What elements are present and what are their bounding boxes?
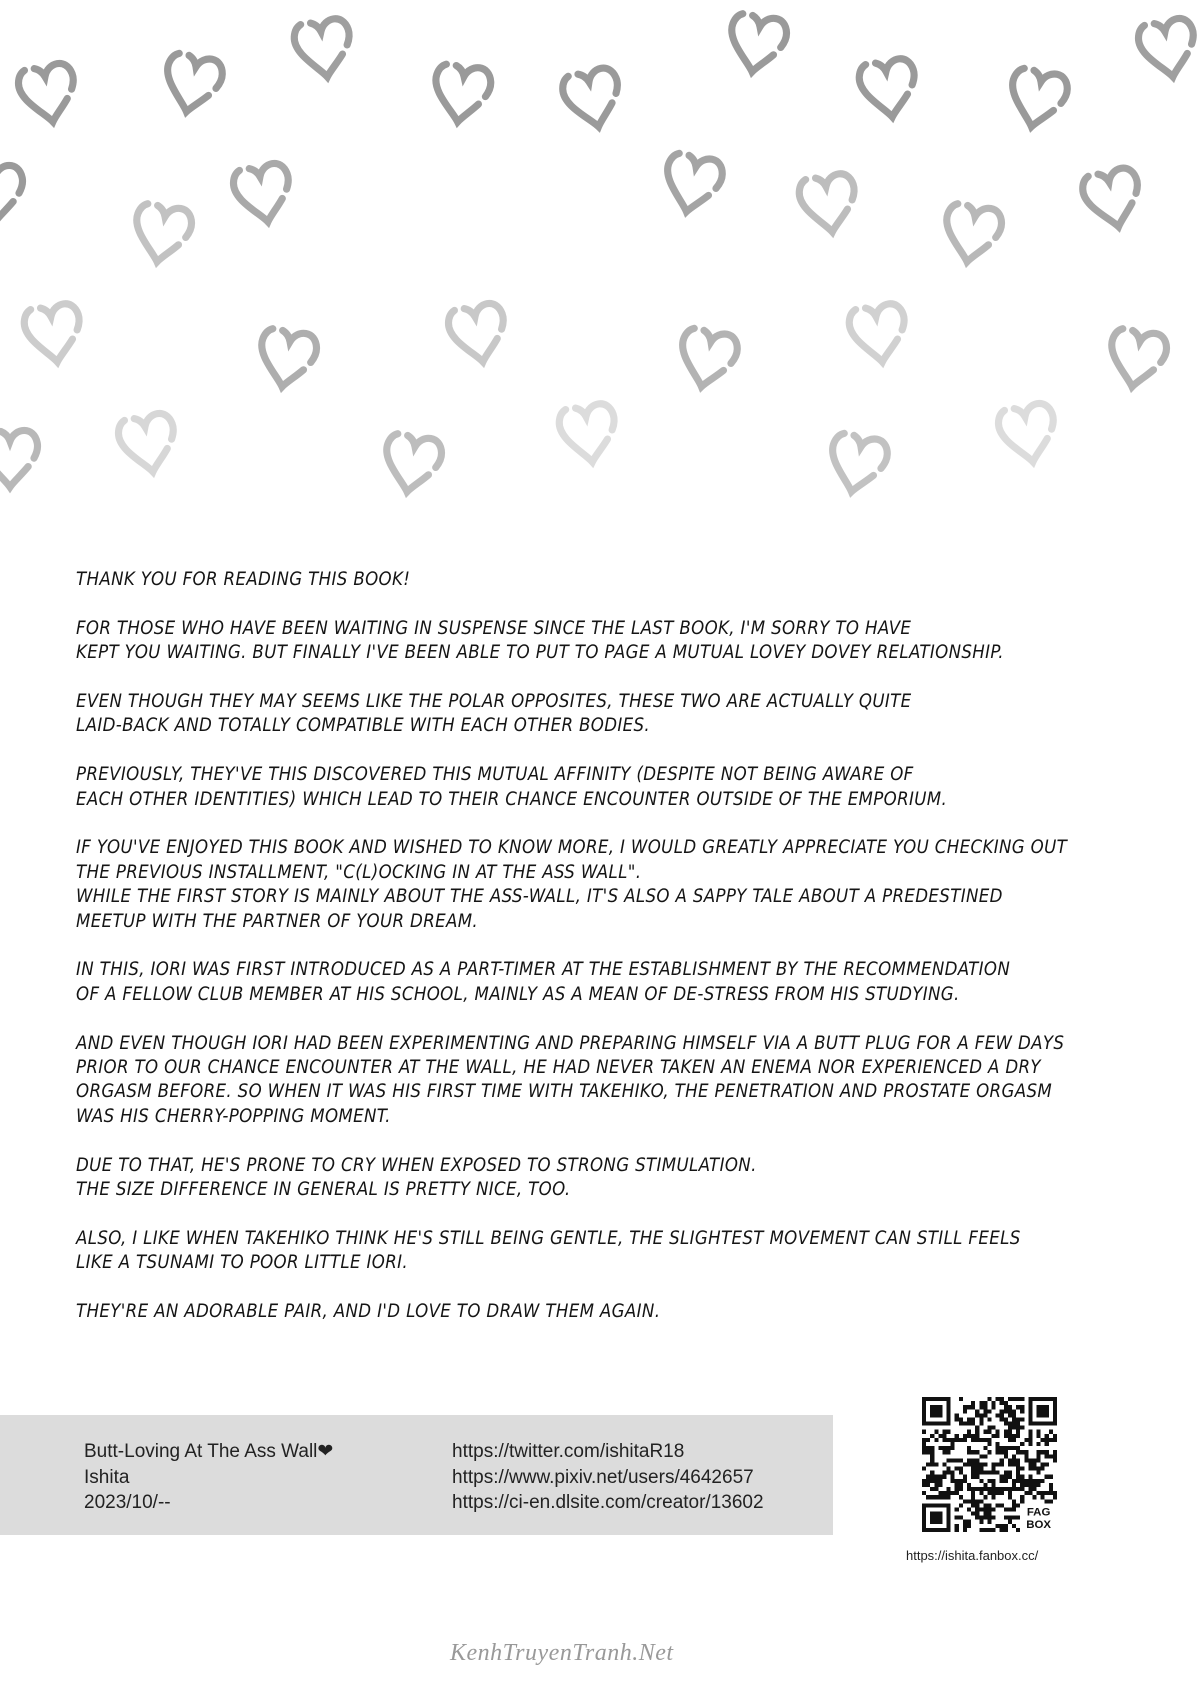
heart-icon <box>857 57 919 121</box>
heart-icon <box>797 172 859 236</box>
heart-icon <box>255 326 319 391</box>
twitter-link[interactable]: https://twitter.com/ishitaR18 <box>452 1441 685 1462</box>
afterword-paragraph: IN THIS, IORI WAS FIRST INTRODUCED AS A PART-TIMER AT THE ESTABLISHMENT BY THE RECOMMENDATION OF A FELLOW CLUB MEMBER AT HIS SCHOOL, MAINLY AS A MEAN OF DE-STRESS FROM HIS STUDYING. <box>76 959 1011 1005</box>
heart-icon <box>560 66 626 133</box>
fanbox-badge-bottom: BOX <box>1026 1518 1051 1531</box>
heart-icon <box>130 201 194 266</box>
heart-icon <box>847 302 909 366</box>
heart-icon <box>380 431 444 496</box>
heart-icon <box>557 402 619 466</box>
heart-icon <box>430 62 492 126</box>
heart-icon <box>1005 66 1071 133</box>
qr-finder-pattern <box>1037 1405 1049 1417</box>
heart-icon <box>160 51 226 118</box>
heart-icon <box>996 401 1060 466</box>
heart-icon <box>16 61 80 126</box>
afterword-paragraph: DUE TO THAT, HE'S PRONE TO CRY WHEN EXPOSED TO STRONG STIMULATION. THE SIZE DIFFERENCE IN GENERAL IS PRETTY NICE, TOO. <box>76 1154 757 1201</box>
colophon-links <box>452 1439 764 1516</box>
book-title: Butt-Loving At The Ass Wall❤ <box>84 1441 334 1462</box>
ci-en-link[interactable]: https://ci-en.dlsite.com/creator/13602 <box>452 1492 764 1513</box>
author-name: Ishita <box>84 1466 130 1488</box>
fanbox-link[interactable]: https://ishita.fanbox.cc/ <box>906 1548 1039 1563</box>
heart-pattern-background <box>0 0 1200 540</box>
afterword-paragraph: ALSO, I LIKE WHEN TAKEHIKO THINK HE'S STILL BEING GENTLE, THE SLIGHTEST MOVEMENT CAN STILL FEELS LIKE A TSUNAMI TO POOR LITTLE IORI. <box>76 1227 1021 1274</box>
fanbox-badge-top: FAG <box>1026 1506 1051 1519</box>
heart-icon <box>725 11 789 76</box>
afterword-paragraph: AND EVEN THOUGH IORI HAD BEEN EXPERIMENTING AND PREPARING HIMSELF VIA A BUTT PLUG FOR A FEW DAYS PRIOR TO OUR CHANCE ENCOUNTER AT THE WALL, HE HAD NEVER TAKEN AN ENEMA NOR EXPERIENCED A DRY ORGASM BEFORE. SO WHEN IT WAS HIS FIRST TIME WITH TAKEHIKO, THE PENETRATION AND PROSTATE ORGASM WAS HIS CHERRY-POPPING MOMENT. <box>76 1032 1065 1127</box>
heart-icon <box>940 201 1004 266</box>
heart-icon <box>1136 16 1200 81</box>
heart-icon <box>231 161 295 226</box>
heart-icon <box>660 151 726 218</box>
heart-icon <box>1080 166 1146 233</box>
qr-finder-pattern <box>930 1512 942 1524</box>
publication-date: 2023/10/-- <box>84 1492 171 1513</box>
heart-icon <box>446 301 510 366</box>
afterword-text <box>76 568 1186 1349</box>
heart-icon <box>0 430 38 487</box>
heart-icon <box>0 165 23 222</box>
afterword-paragraph: THEY'RE AN ADORABLE PAIR, AND I'D LOVE TO DRAW THEM AGAIN. <box>76 1301 661 1323</box>
pixiv-link[interactable]: https://www.pixiv.net/users/4642657 <box>452 1466 754 1488</box>
qr-finder-pattern <box>930 1405 942 1417</box>
heart-icon <box>22 302 84 366</box>
afterword-paragraph: PREVIOUSLY, THEY'VE THIS DISCOVERED THIS MUTUAL AFFINITY (DESPITE NOT BEING AWARE OF EACH OTHER IDENTITIES) WHICH LEAD TO THEIR CHANCE ENCOUNTER OUTSIDE OF THE EMPORIUM. <box>76 764 948 810</box>
afterword-paragraph: FOR THOSE WHO HAVE BEEN WAITING IN SUSPENSE SINCE THE LAST BOOK, I'M SORRY TO HAVE KEPT YOU WAITING. BUT FINALLY I'VE BEEN ABLE TO PUT TO PAGE A MUTUAL LOVEY DOVEY RELATIONSHIP. <box>76 617 1004 664</box>
site-watermark: KenhTruyenTranh.Net <box>450 1640 674 1666</box>
heart-icon <box>1105 326 1169 391</box>
colophon-details <box>84 1439 333 1516</box>
afterword-paragraph: EVEN THOUGH THEY MAY SEEMS LIKE THE POLAR OPPOSITES, THESE TWO ARE ACTUALLY QUITE LAID-BACK AND TOTALLY COMPATIBLE WITH EACH OTHER BODIES. <box>76 691 912 737</box>
qr-code[interactable] <box>922 1397 1057 1532</box>
heart-icon <box>675 326 741 393</box>
heart-icon <box>292 17 354 81</box>
colophon-box <box>0 1415 833 1535</box>
heart-icon <box>116 411 180 476</box>
heart-icon <box>825 431 891 498</box>
afterword-paragraph: THANK YOU FOR READING THIS BOOK! <box>76 569 411 590</box>
afterword-paragraph: IF YOU'VE ENJOYED THIS BOOK AND WISHED TO KNOW MORE, I WOULD GREATLY APPRECIATE YOU CHECKING OUT THE PREVIOUS INSTALLMENT, "C(L)OCKING IN AT THE ASS WALL". WHILE THE FIRST STORY IS MAINLY ABOUT THE ASS-WALL, IT'S ALSO A SAPPY TALE ABOUT A PREDESTINED MEETUP WITH THE PARTNER OF YOUR DREAM. <box>76 837 1068 932</box>
